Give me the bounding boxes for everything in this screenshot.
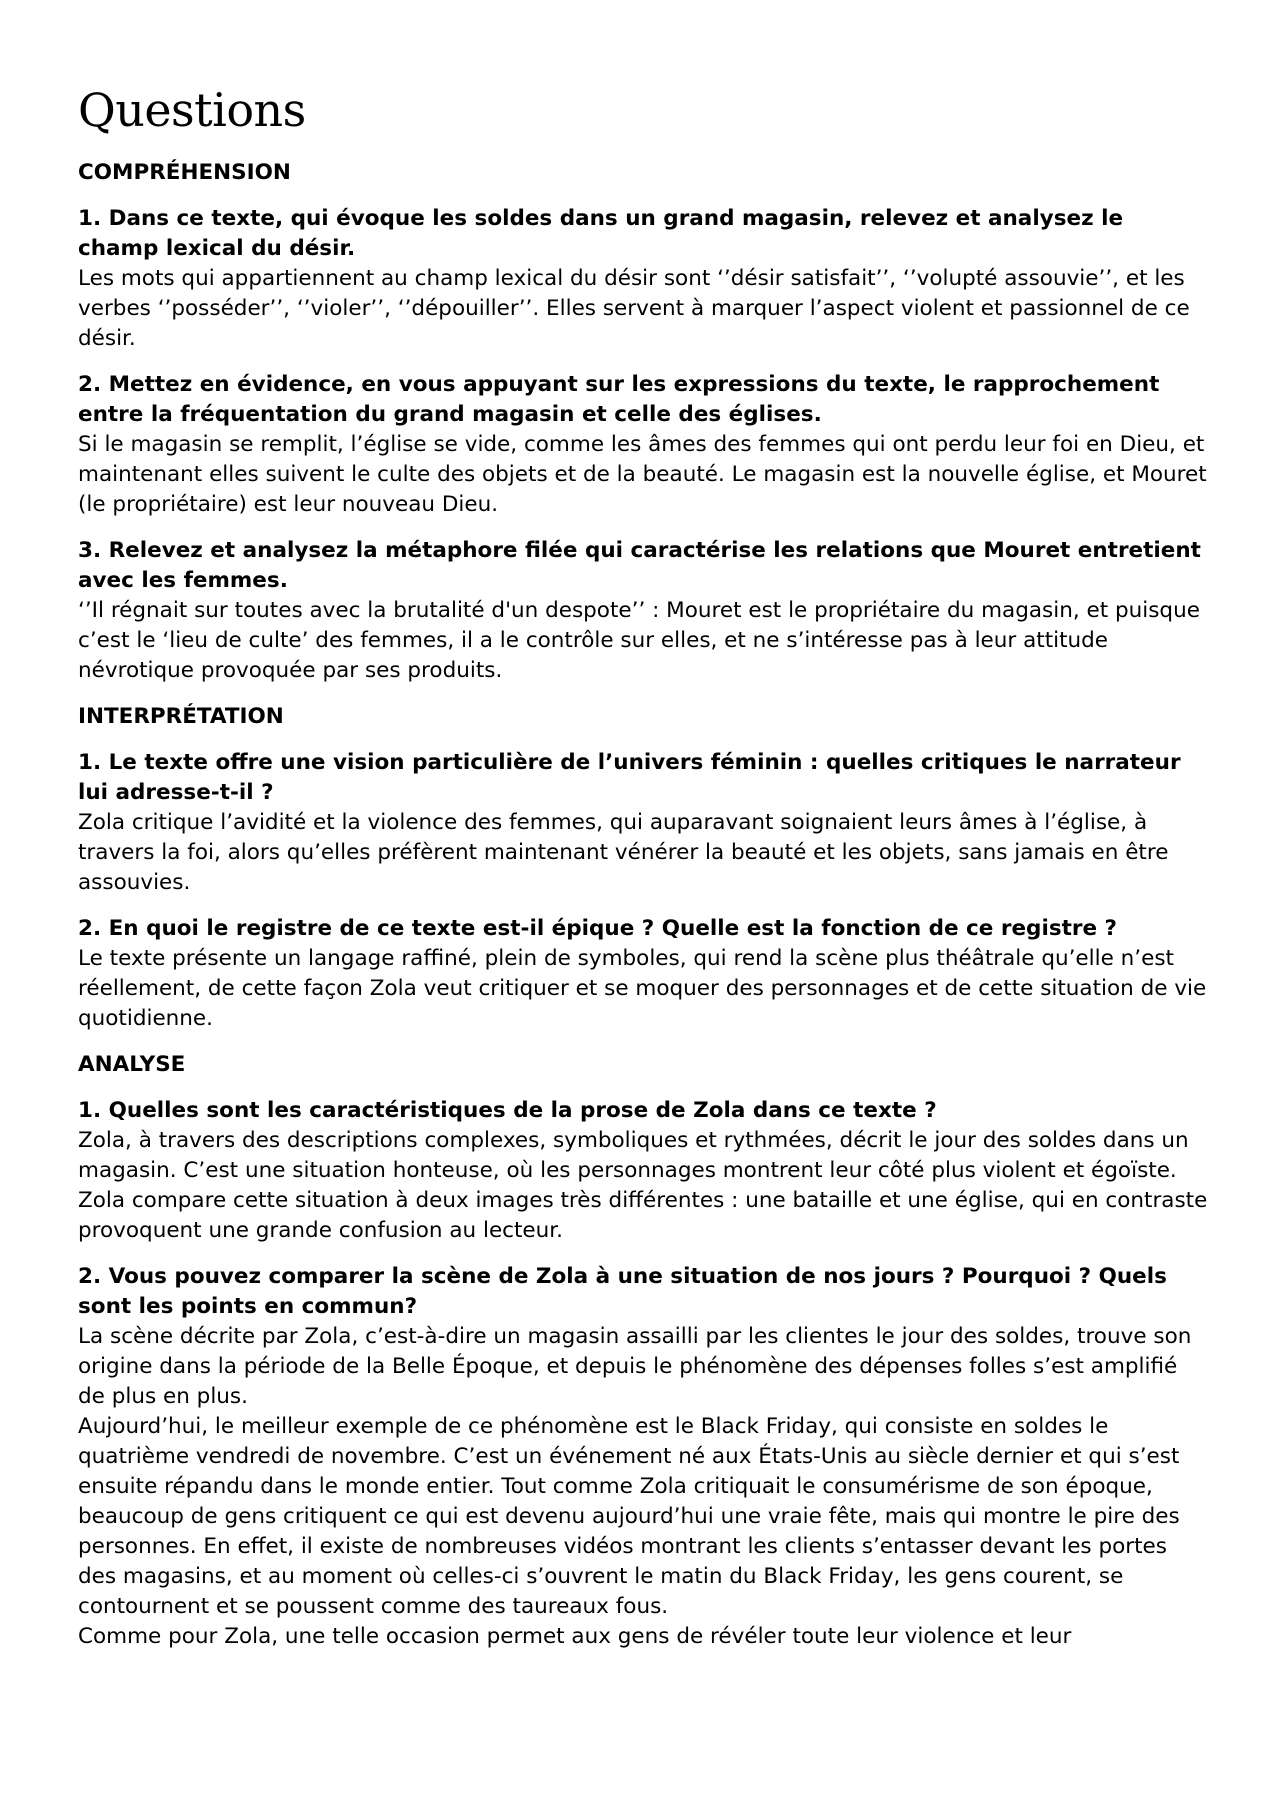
section-heading: ANALYSE xyxy=(78,1052,186,1077)
document-page xyxy=(78,78,1208,1668)
section-interpretation xyxy=(78,702,1208,1034)
question-text: 1. Dans ce texte, qui évoque les soldes dans un grand magasin, relevez et analysez le champ lexical du désir. xyxy=(78,206,1124,261)
section-analyse xyxy=(78,1050,1208,1652)
answer-paragraph: Comme pour Zola, une telle occasion permet aux gens de révéler toute leur violence et leur xyxy=(78,1624,1072,1649)
answer-paragraph: Les mots qui appartiennent au champ lexical du désir sont ‘’désir satisfait’’, ‘’volupté assouvie’’, et les verbes ‘’posséder’’, ‘’violer’’, ‘’dépouiller’’. Elles servent à marquer l’aspect violent et passionnel de ce désir. xyxy=(78,266,1190,351)
section-heading: INTERPRÉTATION xyxy=(78,704,284,729)
answer-paragraph: Le texte présente un langage raffiné, plein de symboles, qui rend la scène plus théâtrale qu’elle n’est réellement, de cette façon Zola veut critiquer et se moquer des personnages et de cette situation de vie quotidienne. xyxy=(78,946,1207,1031)
page-title: Questions xyxy=(78,83,306,137)
question-text: 2. Vous pouvez comparer la scène de Zola à une situation de nos jours ? Pourquoi ? Quels sont les points en commun? xyxy=(78,1264,1167,1319)
answer-paragraph: Zola critique l’avidité et la violence des femmes, qui auparavant soignaient leurs âmes à l’église, à travers la foi, alors qu’elles préfèrent maintenant vénérer la beauté et les objets, sans jamais en être assouvies. xyxy=(78,810,1169,895)
question-block xyxy=(78,1262,1208,1652)
question-block xyxy=(78,1096,1208,1246)
question-text: 3. Relevez et analysez la métaphore filée qui caractérise les relations que Mouret entretient avec les femmes. xyxy=(78,538,1201,593)
section-comprehension xyxy=(78,158,1208,686)
answer-paragraph: La scène décrite par Zola, c’est-à-dire un magasin assailli par les clientes le jour des soldes, trouve son origine dans la période de la Belle Époque, et depuis le phénomène des dépenses folles s’est amplifié de plus en plus. xyxy=(78,1324,1192,1409)
question-block xyxy=(78,370,1208,520)
answer-paragraph: ‘’Il régnait sur toutes avec la brutalité d'un despote’’ : Mouret est le propriétaire du magasin, et puisque c’est le ‘lieu de culte’ des femmes, il a le contrôle sur elles, et ne s’intéresse pas à leur attitude névrotique provoquée par ses produits. xyxy=(78,598,1200,683)
question-block xyxy=(78,748,1208,898)
question-text: 2. Mettez en évidence, en vous appuyant sur les expressions du texte, le rapprochement entre la fréquentation du grand magasin et celle des églises. xyxy=(78,372,1160,427)
question-text: 1. Le texte offre une vision particulière de l’univers féminin : quelles critiques le narrateur lui adresse-t-il ? xyxy=(78,750,1181,805)
answer-paragraph: Zola, à travers des descriptions complexes, symboliques et rythmées, décrit le jour des soldes dans un magasin. C’est une situation honteuse, où les personnages montrent leur côté plus violent et égoïste. Zola compare cette situation à deux images très différentes : une bataille et une église, qui en contraste provoquent une grande confusion au lecteur. xyxy=(78,1128,1208,1243)
question-block xyxy=(78,536,1208,686)
question-block xyxy=(78,204,1208,354)
question-text: 2. En quoi le registre de ce texte est-il épique ? Quelle est la fonction de ce registre ? xyxy=(78,916,1118,941)
question-block xyxy=(78,914,1208,1034)
answer-paragraph: Si le magasin se remplit, l’église se vide, comme les âmes des femmes qui ont perdu leur foi en Dieu, et maintenant elles suivent le culte des objets et de la beauté. Le magasin est la nouvelle église, et Mouret (le propriétaire) est leur nouveau Dieu. xyxy=(78,432,1207,517)
section-heading: COMPRÉHENSION xyxy=(78,160,291,185)
question-text: 1. Quelles sont les caractéristiques de la prose de Zola dans ce texte ? xyxy=(78,1098,937,1123)
answer-paragraph: Aujourd’hui, le meilleur exemple de ce phénomène est le Black Friday, qui consiste en soldes le quatrième vendredi de novembre. C’est un événement né aux États-Unis au siècle dernier et qui s’est ensuite répandu dans le monde entier. Tout comme Zola critiquait le consumérisme de son époque, beaucoup de gens critiquent ce qui est devenu aujourd’hui une vraie fête, mais qui montre le pire des personnes. En effet, il existe de nombreuses vidéos montrant les clients s’entasser devant les portes des magasins, et au moment où celles-ci s’ouvrent le matin du Black Friday, les gens courent, se contournent et se poussent comme des taureaux fous. xyxy=(78,1414,1180,1619)
